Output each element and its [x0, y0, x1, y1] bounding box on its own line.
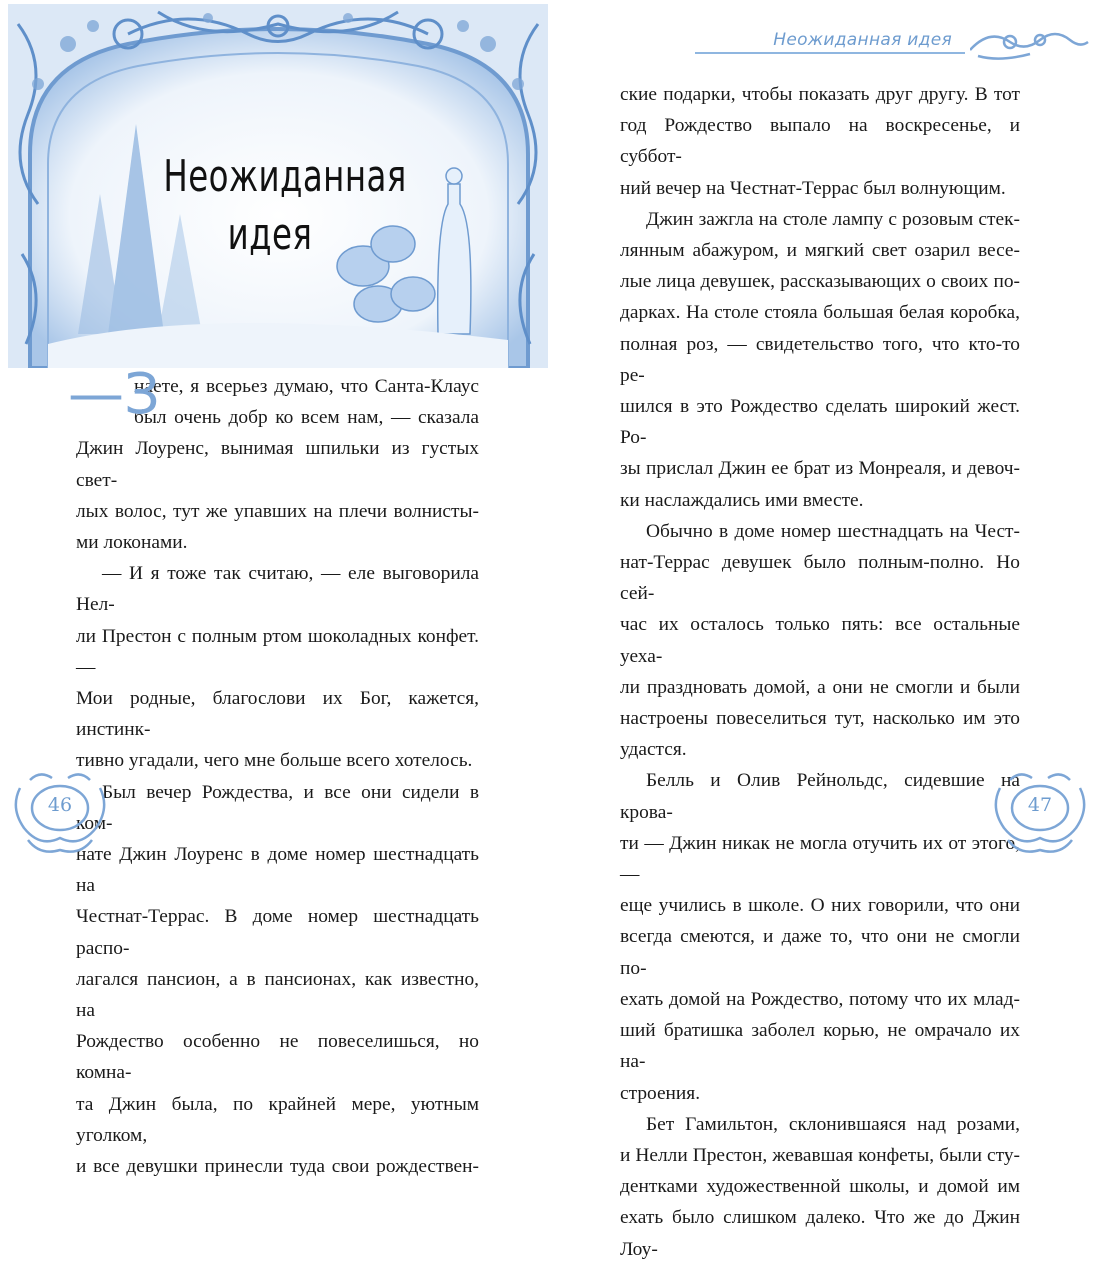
text-line: Обычно в доме номер шестнадцать на Чест- [646, 520, 1020, 542]
text-line: ки наслаждались ими вместе. [620, 489, 864, 511]
text-line: ские подарки, чтобы показать друг другу. В тот [620, 84, 1020, 105]
text-line: Джин зажгла на столе лампу с розовым стек- [646, 208, 1020, 230]
text-line: ний вечер на Честнат-Террас был волнующим. [620, 177, 1006, 199]
text-line: Честнат-Террас. В доме номер шестнадцать распо- [76, 906, 479, 959]
text-line: строения. [620, 1082, 701, 1104]
text-line: всегда смеются, и даже то, что они не смогли по- [620, 926, 1020, 979]
text-line: Рождество особенно не повеселишься, но комна- [76, 1031, 479, 1084]
text-line: ехать было слишком далеко. Что же до Джин Лоу- [620, 1207, 1020, 1260]
text-line: дарках. На столе стояла большая белая коробка, [620, 302, 1020, 324]
paragraph [620, 1109, 1020, 1265]
text-line: нат-Террас девушек было полным-полно. Но сей- [620, 552, 1020, 605]
drop-cap-dash: — [68, 362, 124, 427]
chapter-title-line-1: Неожиданная [163, 151, 407, 202]
paragraph [620, 516, 1020, 766]
paragraph [620, 79, 1020, 204]
text-line: ми локонами. [76, 532, 188, 554]
text-line: ли Престон с полным ртом шоколадных конфет. — [76, 625, 479, 678]
paragraph [620, 765, 1020, 1108]
text-line: и Нелли Престон, жевавшая конфеты, были сту- [620, 1144, 1020, 1166]
text-line: наете, я всерьез думаю, что Санта-Клаус [134, 376, 479, 397]
text-line: Белль и Олив Рейнольдс, сидевшие на крова- [620, 770, 1020, 823]
text-line: Джин Лоуренс, вынимая шпильки из густых свет- [76, 438, 479, 491]
text-line: еще учились в школе. О них говорили, что они [620, 895, 1020, 917]
text-line: нате Джин Лоуренс в доме номер шестнадцать на [76, 844, 479, 897]
text-line: лянным абажуром, и мягкий свет озарил весе- [620, 240, 1020, 262]
text-line: полная роз, — свидетельство того, что кто-то ре- [620, 333, 1020, 386]
page-number: 46 [47, 794, 73, 816]
text-line: настроены повеселиться тут, насколько им это [620, 708, 1020, 730]
text-line: ехать домой на Рождество, потому что их млад- [620, 988, 1020, 1010]
text-line: дентками художественной школы, и домой им [620, 1176, 1020, 1198]
running-head-title: Неожиданная идея [773, 30, 952, 50]
text-line: шился в это Рождество сделать широкий жест. Ро- [620, 396, 1020, 449]
text-line: удастся. [620, 739, 687, 761]
text-line: ли праздновать домой, а они не смогли и были [620, 676, 1020, 698]
text-line: тивно угадали, чего мне больше всего хотелось. [76, 750, 473, 772]
text-line: час их осталось только пять: все остальные уеха- [620, 614, 1020, 667]
text-line: Бет Гамильтон, склонившаяся над розами, [646, 1113, 1020, 1135]
drop-cap-letter: З [124, 362, 160, 427]
page-number: 47 [1027, 794, 1053, 816]
page-number-cartouche-right [990, 768, 1090, 858]
text-line: Мои родные, благослови их Бог, кажется, инстинк- [76, 688, 479, 741]
text-line: лые лица девушек, рассказывающих о своих по- [620, 271, 1020, 293]
right-page-body [620, 79, 1020, 1265]
text-line: лых волос, тут же упавших на плечи волнисты- [76, 500, 479, 522]
chapter-title-line-2: идея [227, 209, 313, 260]
text-line: ти — Джин никак не могла отучить их от этого, — [620, 832, 1020, 886]
text-line: и все девушки принесли туда свои рождествен- [76, 1156, 479, 1178]
text-line: год Рождество выпало на воскресенье, и суббот- [620, 115, 1020, 168]
text-line: — И я тоже так считаю, — еле выговорила Нел- [76, 563, 479, 616]
paragraph [620, 204, 1020, 516]
text-line: лагался пансион, а в пансионах, как известно, на [76, 968, 479, 1022]
text-line: ший братишка заболел корью, не омрачало их на- [620, 1020, 1020, 1073]
text-line: та Джин была, по крайней мере, уютным уголком, [76, 1093, 479, 1146]
text-line: Был вечер Рождества, и все они сидели в ком- [76, 781, 479, 834]
text-line: зы прислал Джин ее брат из Монреаля, и девоч- [620, 458, 1020, 480]
text-line: был очень добр ко всем нам, — сказала [134, 407, 479, 429]
